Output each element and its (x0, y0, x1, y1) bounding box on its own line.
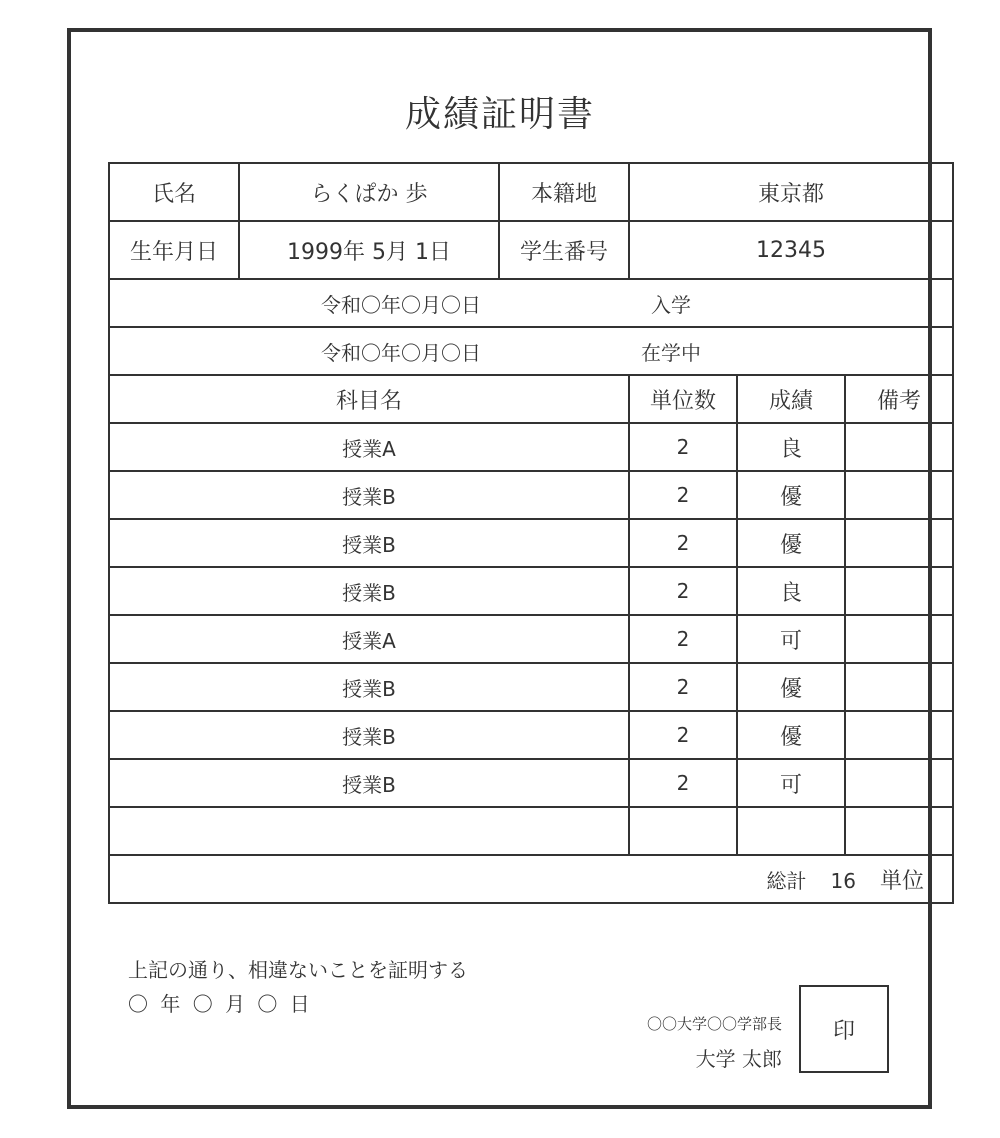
credits-cell: 2 (629, 423, 737, 471)
credits-cell (629, 807, 737, 855)
table-row (109, 471, 953, 519)
total-value: 16 (830, 868, 856, 893)
status-row (109, 279, 953, 327)
table-row (109, 711, 953, 759)
student-id-label: 学生番号 (499, 221, 629, 279)
status-date: 令和〇年〇月〇日 (321, 340, 481, 365)
subject-cell: 授業B (109, 759, 629, 807)
table-row (109, 567, 953, 615)
seal-label: 印 (832, 1018, 855, 1044)
status-cell (109, 327, 953, 375)
subject-cell: 授業A (109, 423, 629, 471)
status-label: 入学 (651, 292, 691, 317)
credits-cell: 2 (629, 711, 737, 759)
header-credits: 単位数 (629, 375, 737, 423)
grade-cell: 良 (737, 423, 845, 471)
grade-cell: 優 (737, 519, 845, 567)
birthdate-row (109, 221, 953, 279)
subject-cell (109, 807, 629, 855)
name-label: 氏名 (109, 163, 239, 221)
status-date: 令和〇年〇月〇日 (321, 292, 481, 317)
grade-cell: 可 (737, 615, 845, 663)
signer-name: 大学 太郎 (695, 1047, 782, 1071)
subject-cell: 授業B (109, 567, 629, 615)
total-cell (109, 855, 953, 903)
grade-cell: 優 (737, 711, 845, 759)
credits-cell: 2 (629, 615, 737, 663)
grade-cell (737, 807, 845, 855)
status-row (109, 327, 953, 375)
subject-cell: 授業B (109, 663, 629, 711)
note-cell (845, 663, 953, 711)
credits-cell: 2 (629, 519, 737, 567)
table-row-empty (109, 807, 953, 855)
birthdate-value: 1999年 5月 1日 (239, 221, 499, 279)
header-subject: 科目名 (109, 375, 629, 423)
name-value: らくぱか 歩 (239, 163, 499, 221)
table-row (109, 759, 953, 807)
credits-cell: 2 (629, 471, 737, 519)
table-row (109, 615, 953, 663)
grades-header-row (109, 375, 953, 423)
certification-statement: 上記の通り、相違ないことを証明する (128, 958, 468, 982)
grade-cell: 可 (737, 759, 845, 807)
note-cell (845, 423, 953, 471)
domicile-label: 本籍地 (499, 163, 629, 221)
table-row (109, 423, 953, 471)
domicile-value: 東京都 (629, 163, 953, 221)
note-cell (845, 615, 953, 663)
student-id-value: 12345 (629, 221, 953, 279)
total-label: 総計 (766, 868, 807, 893)
issue-date: 〇 年 〇 月 〇 日 (128, 992, 310, 1016)
credits-cell: 2 (629, 567, 737, 615)
subject-cell: 授業B (109, 471, 629, 519)
table-row (109, 519, 953, 567)
transcript-table (108, 162, 954, 904)
total-unit: 単位 (880, 868, 925, 894)
subject-cell: 授業A (109, 615, 629, 663)
note-cell (845, 519, 953, 567)
grade-cell: 優 (737, 471, 845, 519)
table-row (109, 663, 953, 711)
note-cell (845, 759, 953, 807)
birthdate-label: 生年月日 (109, 221, 239, 279)
signer-organization: 〇〇大学〇〇学部長 (646, 1015, 782, 1033)
note-cell (845, 807, 953, 855)
total-row (109, 855, 953, 903)
note-cell (845, 471, 953, 519)
status-label: 在学中 (641, 340, 701, 365)
name-row (109, 163, 953, 221)
credits-cell: 2 (629, 759, 737, 807)
note-cell (845, 711, 953, 759)
subject-cell: 授業B (109, 711, 629, 759)
header-grade: 成績 (737, 375, 845, 423)
credits-cell: 2 (629, 663, 737, 711)
document-title: 成績証明書 (404, 94, 595, 135)
note-cell (845, 567, 953, 615)
subject-cell: 授業B (109, 519, 629, 567)
seal-box (799, 985, 889, 1073)
grade-cell: 良 (737, 567, 845, 615)
grade-cell: 優 (737, 663, 845, 711)
status-cell (109, 279, 953, 327)
header-note: 備考 (845, 375, 953, 423)
